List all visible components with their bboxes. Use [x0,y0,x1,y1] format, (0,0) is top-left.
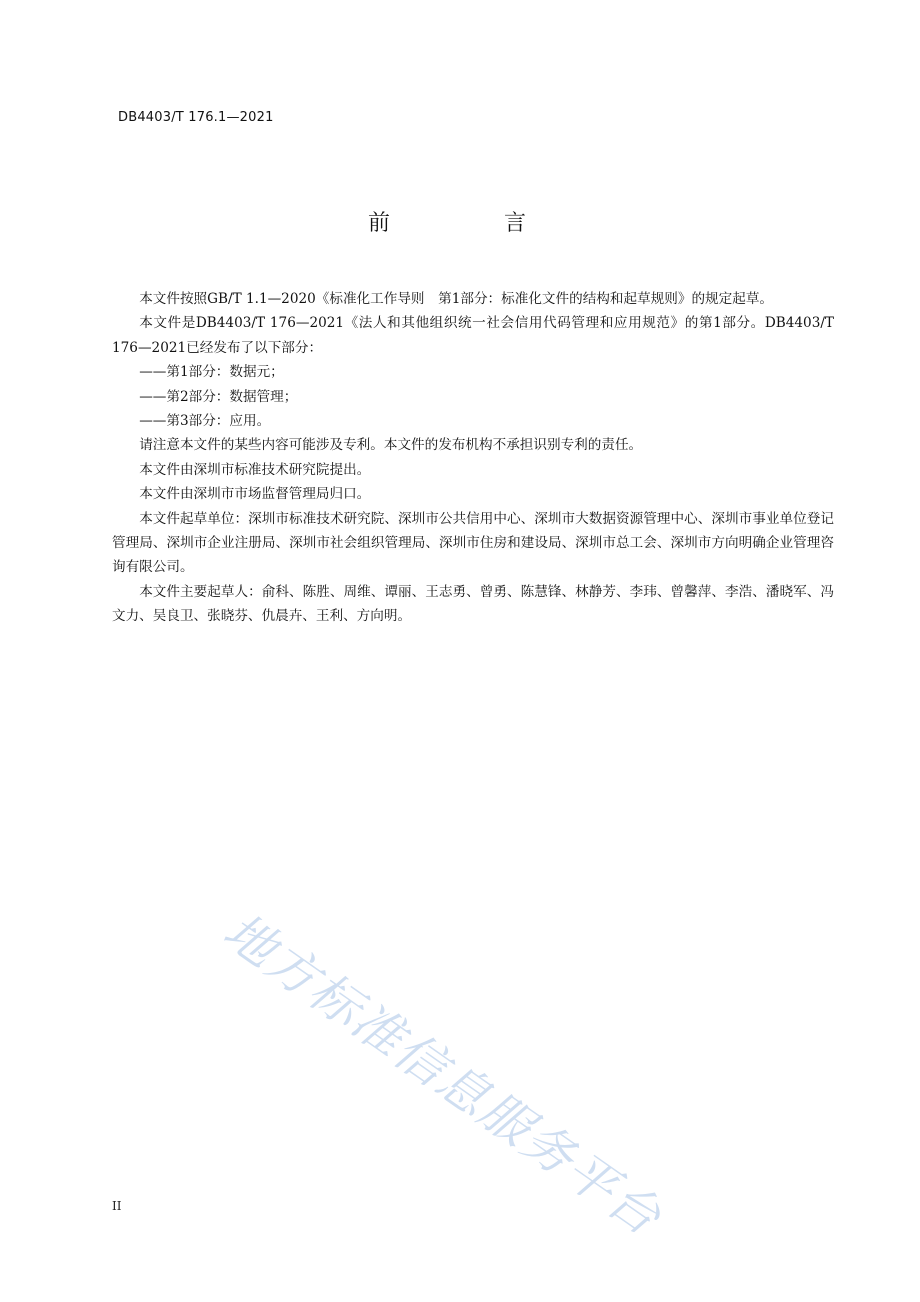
page-title: 前 言 [367,211,572,236]
paragraph-drafting-units: 本文件起草单位：深圳市标准技术研究院、深圳市公共信用中心、深圳市大数据资源管理中心、深圳市事业单位登记管理局、深圳市企业注册局、深圳市社会组织管理局、深圳市住房和建设局、深圳市总工会、深圳市方向明确企业管理咨询有限公司。 [112,510,834,576]
paragraph-proposer: 本文件由深圳市标准技术研究院提出。 [139,461,371,478]
document-code: DB4403/T 176.1—2021 [118,110,274,125]
watermark: 地方标准信息服务平台 [213,901,673,1248]
list-item-part-3: ——第3部分：应用。 [139,413,271,430]
paragraph-drafting-rules: 本文件按照GB/T 1.1—2020《标准化工作导则 第1部分：标准化文件的结构和起草规则》的规定起草。 [139,291,774,307]
list-item-part-2: ——第2部分：数据管理； [139,388,298,405]
paragraph-drafters: 本文件主要起草人：俞科、陈胜、周维、谭丽、王志勇、曾勇、陈慧锋、林静芳、李玮、曾馨萍、李浩、潘晓军、冯文力、吴良卫、张晓芬、仇晨卉、王利、方向明。 [112,583,834,625]
paragraph-patent-notice: 请注意本文件的某些内容可能涉及专利。本文件的发布机构不承担识别专利的责任。 [139,437,643,454]
paragraph-centralized-management: 本文件由深圳市市场监督管理局归口。 [139,486,371,503]
paragraph-part-of-series: 本文件是DB4403/T 176—2021《法人和其他组织统一社会信用代码管理和应用规范》的第1部分。DB4403/T 176—2021已经发布了以下部分： [112,315,834,356]
list-item-part-1: ——第1部分：数据元； [139,364,284,381]
page-number: II [112,1199,122,1213]
document-body [112,287,834,629]
